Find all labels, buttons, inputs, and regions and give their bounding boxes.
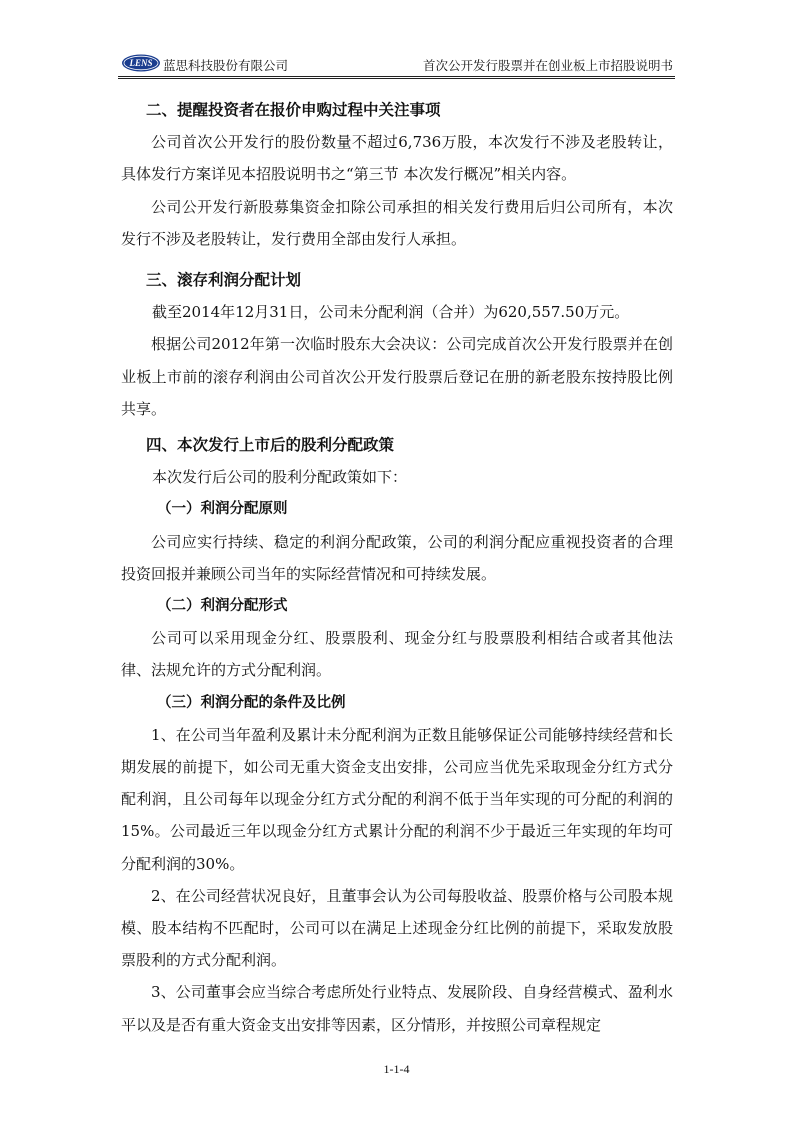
subsection-1-paragraph: 公司应实行持续、稳定的利润分配政策，公司的利润分配应重视投资者的合理投资回报并兼顾公司当年的实际经营情况和可持续发展。 (121, 532, 673, 583)
page-body (121, 94, 673, 1041)
page-header (121, 50, 673, 76)
subsection-1-heading: （一）利润分配原则 (157, 501, 288, 518)
page-number: 1-1-4 (383, 1062, 410, 1076)
section-3-paragraph-2: 根据公司2012年第一次临时股东大会决议：公司完成首次公开发行股票并在创业板上市前的滚存利润由公司首次公开发行股票后登记在册的新老股东按持股比例共享。 (121, 335, 673, 418)
section-4-intro: 本次发行后公司的股利分配政策如下： (152, 468, 408, 487)
lens-logo (121, 53, 161, 73)
header-divider (118, 76, 675, 79)
section-2-paragraph-2: 公司公开发行新股募集资金扣除公司承担的相关发行费用后归公司所有，本次发行不涉及老股转让，发行费用全部由发行人承担。 (121, 197, 673, 248)
section-2-paragraph-1: 公司首次公开发行的股份数量不超过6,736万股，本次发行不涉及老股转让，具体发行方案详见本招股说明书之“第三节 本次发行概况”相关内容。 (121, 133, 673, 184)
subsection-3-heading: （三）利润分配的条件及比例 (157, 694, 346, 711)
section-2-heading: 二、提醒投资者在报价申购过程中关注事项 (146, 101, 441, 119)
subsection-2-heading: （二）利润分配形式 (157, 598, 288, 615)
section-3-heading: 三、滚存利润分配计划 (146, 271, 302, 290)
logo-text: LENS (129, 58, 153, 68)
document-title: 首次公开发行股票并在创业板上市招股说明书 (422, 58, 673, 73)
company-name: 蓝思科技股份有限公司 (163, 58, 289, 73)
subsection-3-paragraph-2: 2、在公司经营状况良好，且董事会认为公司每股收益、股票价格与公司股本规模、股本结构不匹配时，公司可以在满足上述现金分红比例的前提下，采取发放股票股利的方式分配利润。 (121, 886, 673, 970)
subsection-3-paragraph-3: 3、公司董事会应当综合考虑所处行业特点、发展阶段、自身经营模式、盈利水平以及是否有重大资金支出安排等因素，区分情形，并按照公司章程规定 (121, 983, 673, 1034)
subsection-3-paragraph-1: 1、在公司当年盈利及累计未分配利润为正数且能够保证公司能够持续经营和长期发展的前提下，如公司无重大资金支出安排，公司应当优先采取现金分红方式分配利润，且公司每年以现金分红方式分配的利润不低于当年实现的可分配的利润的15%。公司最近三年以现金分红方式累计分配的利润不少于最近三年实现的年均可分配利润的30%。 (121, 725, 673, 873)
subsection-2-paragraph: 公司可以采用现金分红、股票股利、现金分红与股票股利相结合或者其他法律、法规允许的方式分配利润。 (121, 629, 673, 680)
section-4-heading: 四、本次发行上市后的股利分配政策 (146, 436, 395, 455)
section-3-paragraph-1: 截至2014年12月31日，公司未分配利润（合并）为620,557.50万元。 (152, 303, 630, 322)
